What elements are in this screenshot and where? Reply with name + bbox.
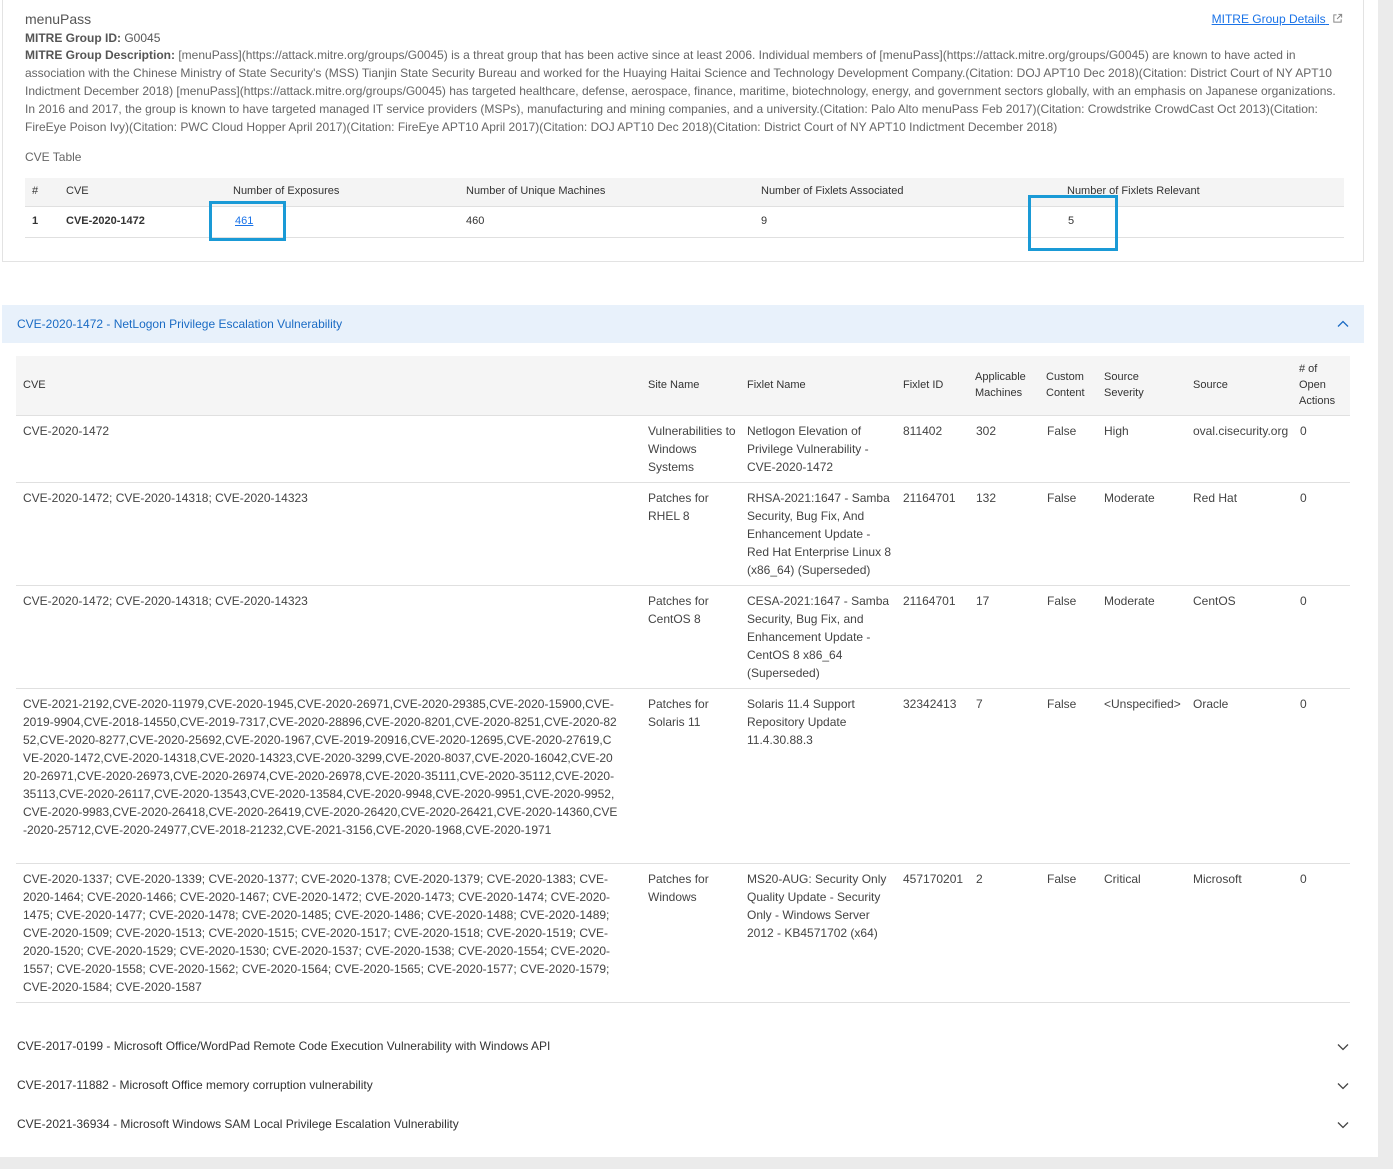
row-source: oval.cisecurity.org <box>1193 424 1289 438</box>
row-custom: False <box>1047 872 1077 886</box>
group-name: menuPass <box>25 11 92 27</box>
col-custom-content: Custom Content <box>1046 371 1085 399</box>
row-fixlets-relevant: 5 <box>1068 215 1075 227</box>
col-cve: CVE <box>66 185 89 197</box>
row-custom: False <box>1047 424 1077 438</box>
row-number: 1 <box>32 215 39 227</box>
table-row <box>16 689 1350 864</box>
row-source: Red Hat <box>1193 491 1238 505</box>
col-unique-machines: Number of Unique Machines <box>466 185 606 197</box>
row-applicable: 17 <box>976 594 990 608</box>
accordion-title: CVE-2017-11882 - Microsoft Office memory corruption vulnerability <box>17 1078 373 1092</box>
row-applicable: 302 <box>976 424 997 438</box>
row-applicable: 7 <box>976 697 983 711</box>
col-fixlets-relevant: Number of Fixlets Relevant <box>1067 185 1200 197</box>
group-card <box>2 0 1364 262</box>
row-open-actions: 0 <box>1300 594 1307 608</box>
chevron-down-icon[interactable] <box>1336 1118 1350 1132</box>
group-description-label: MITRE Group Description: <box>25 48 175 62</box>
accordion-title: CVE-2017-0199 - Microsoft Office/WordPad Remote Code Execution Vulnerability with Windows API <box>17 1039 551 1053</box>
row-cve: CVE-2020-1472 <box>23 424 110 438</box>
fixlet-table-header <box>16 356 1350 416</box>
mitre-group-details-label: MITRE Group Details <box>1211 12 1326 26</box>
accordion-title: CVE-2020-1472 - NetLogon Privilege Escalation Vulnerability <box>17 317 343 331</box>
group-description-text: [menuPass](https://attack.mitre.org/groups/G0045) is a threat group that has been active since at least 2006. Individual members of [menuPass](https://attack.mitre.org/groups/G0045) are known to have acted in association with the Chinese Ministry of State Security's (MSS) Tianjin State Security Bureau and worked for the Huaying Haitai Science and Technology Development Company.(Citation: DOJ APT10 Dec 2018)(Citation: District Court of NY APT10 Indictment December 2018) [menuPass](https://attack.mitre.org/groups/G0045) has targeted healthcare, defense, aerospace, finance, maritime, biotechnology, energy, and government sectors globally, with an emphasis on Japanese organizations. In 2016 and 2017, the group is known to have targeted managed IT service providers (MSPs), manufacturing and mining companies, and a university.(Citation: Palo Alto menuPass Feb 2017)(Citation: Crowdstrike CrowdCast Oct 2013)(Citation: FireEye Poison Ivy)(Citation: PWC Cloud Hopper April 2017)(Citation: FireEye APT10 April 2017)(Citation: DOJ APT10 Dec 2018)(Citation: District Court of NY APT10 Indictment December 2018) <box>25 48 1336 134</box>
cve-table-label: CVE Table <box>25 150 82 164</box>
col-applicable-machines: Applicable Machines <box>975 371 1026 399</box>
accordion-cve-2017-11882[interactable] <box>2 1067 1364 1103</box>
row-fixlet-name: CESA-2021:1647 - Samba Security, Bug Fix, and Enhancement Update - CentOS 8 x86_64 (Superseded) <box>747 594 890 680</box>
row-fixlet-id: 32342413 <box>903 697 957 711</box>
row-severity: Moderate <box>1104 594 1155 608</box>
row-fixlet-id: 811402 <box>903 424 943 438</box>
col-fixlet-id: Fixlet ID <box>903 379 944 391</box>
row-open-actions: 0 <box>1300 491 1307 505</box>
row-severity: <Unspecified> <box>1104 697 1181 711</box>
table-row <box>16 483 1350 586</box>
row-fixlet-id: 21164701 <box>903 491 956 505</box>
row-fixlet-id: 457170201 <box>903 872 964 886</box>
group-id <box>25 31 160 45</box>
row-source: CentOS <box>1193 594 1236 608</box>
table-row <box>16 416 1350 483</box>
mitre-group-details-link[interactable] <box>1212 12 1343 26</box>
row-applicable: 132 <box>976 491 997 505</box>
row-applicable: 2 <box>976 872 983 886</box>
col-number: # <box>32 185 39 197</box>
row-fixlet-id: 21164701 <box>903 594 956 608</box>
table-row <box>25 207 1344 238</box>
col-fixlets-associated: Number of Fixlets Associated <box>761 185 904 197</box>
row-severity: Critical <box>1104 872 1141 886</box>
row-unique-machines: 460 <box>466 215 485 227</box>
row-cve: CVE-2020-1472; CVE-2020-14318; CVE-2020-14323 <box>23 594 308 608</box>
row-site: Patches for Solaris 11 <box>648 697 709 729</box>
row-cve: CVE-2020-1337; CVE-2020-1339; CVE-2020-1377; CVE-2020-1378; CVE-2020-1379; CVE-2020-1383; CVE-2020-1464; CVE-2020-1466; CVE-2020-1467; CVE-2020-1472; CVE-2020-1473; CVE-2020-1474; CVE-2020-1475; CVE-2020-1477; CVE-2020-1478; CVE-2020-1485; CVE-2020-1486; CVE-2020-1488; CVE-2020-1489; CVE-2020-1509; CVE-2020-1513; CVE-2020-1515; CVE-2020-1517; CVE-2020-1518; CVE-2020-1519; CVE-2020-1520; CVE-2020-1529; CVE-2020-1530; CVE-2020-1537; CVE-2020-1538; CVE-2020-1554; CVE-2020-1557; CVE-2020-1558; CVE-2020-1562; CVE-2020-1564; CVE-2020-1565; CVE-2020-1577; CVE-2020-1579; CVE-2020-1584; CVE-2020-1587 <box>23 872 611 994</box>
row-source: Oracle <box>1193 697 1229 711</box>
row-site: Patches for Windows <box>648 872 709 904</box>
row-severity: High <box>1104 424 1129 438</box>
row-site: Patches for CentOS 8 <box>648 594 709 626</box>
row-open-actions: 0 <box>1300 697 1307 711</box>
group-description <box>25 46 1343 136</box>
page-bottom-gutter <box>0 1157 1393 1169</box>
accordion-cve-2021-36934[interactable] <box>2 1106 1364 1142</box>
row-open-actions: 0 <box>1300 872 1307 886</box>
row-cve: CVE-2021-2192,CVE-2020-11979,CVE-2020-1945,CVE-2020-26971,CVE-2020-29385,CVE-2020-15900,CVE-2019-9904,CVE-2018-14550,CVE-2019-7317,CVE-2020-28896,CVE-2020-8201,CVE-2020-8251,CVE-2020-8252,CVE-2020-8277,CVE-2020-25692,CVE-2020-1967,CVE-2019-20916,CVE-2020-12695,CVE-2020-27619,CVE-2020-1472,CVE-2020-14318,CVE-2020-14323,CVE-2020-3299,CVE-2020-8037,CVE-2020-16042,CVE-2020-26971,CVE-2020-26973,CVE-2020-26974,CVE-2020-26978,CVE-2020-35111,CVE-2020-35112,CVE-2020-35113,CVE-2020-26117,CVE-2020-13543,CVE-2020-13584,CVE-2020-9948,CVE-2020-9951,CVE-2020-9952,CVE-2020-9983,CVE-2020-26418,CVE-2020-26419,CVE-2020-26420,CVE-2020-26421,CVE-2020-14360,CVE-2020-25712,CVE-2020-24977,CVE-2018-21232,CVE-2021-3156,CVE-2020-1968,CVE-2020-1971 <box>23 697 618 837</box>
external-link-icon <box>1332 13 1343 24</box>
col-source-severity: Source Severity <box>1104 371 1144 399</box>
row-fixlet-name: RHSA-2021:1647 - Samba Security, Bug Fix, And Enhancement Update - Red Hat Enterprise Linux 8 (x86_64) (Superseded) <box>747 491 892 577</box>
col-site-name: Site Name <box>648 379 700 391</box>
row-fixlet-name: Netlogon Elevation of Privilege Vulnerability - CVE-2020-1472 <box>747 424 869 474</box>
cve-summary-header <box>25 178 1344 207</box>
table-row <box>16 586 1350 689</box>
row-severity: Moderate <box>1104 491 1155 505</box>
group-id-label: MITRE Group ID: <box>25 31 121 45</box>
exposures-link[interactable]: 461 <box>235 215 254 227</box>
accordion-cve-2017-0199[interactable] <box>2 1028 1364 1064</box>
col-open-actions: # of Open Actions <box>1299 363 1336 407</box>
row-fixlets-associated: 9 <box>761 215 768 227</box>
col-cve: CVE <box>23 379 46 391</box>
chevron-down-icon[interactable] <box>1336 1079 1350 1093</box>
col-exposures: Number of Exposures <box>233 185 340 197</box>
row-fixlet-name: MS20-AUG: Security Only Quality Update - Security Only - Windows Server 2012 - KB4571702 (x64) <box>747 872 887 940</box>
group-id-value: G0045 <box>124 31 161 45</box>
page-right-gutter <box>1378 0 1393 1169</box>
row-fixlet-name: Solaris 11.4 Support Repository Update 11.4.30.88.3 <box>747 697 855 747</box>
accordion-title: CVE-2021-36934 - Microsoft Windows SAM Local Privilege Escalation Vulnerability <box>17 1117 459 1131</box>
row-custom: False <box>1047 697 1077 711</box>
row-custom: False <box>1047 594 1077 608</box>
row-source: Microsoft <box>1193 872 1242 886</box>
table-row <box>16 864 1350 1003</box>
row-custom: False <box>1047 491 1077 505</box>
chevron-down-icon[interactable] <box>1336 1040 1350 1054</box>
row-cve: CVE-2020-1472 <box>66 215 145 227</box>
row-cve: CVE-2020-1472; CVE-2020-14318; CVE-2020-14323 <box>23 491 308 505</box>
row-open-actions: 0 <box>1300 424 1307 438</box>
row-site: Vulnerabilities to Windows Systems <box>648 424 736 474</box>
row-site: Patches for RHEL 8 <box>648 491 709 523</box>
col-source: Source <box>1193 379 1228 391</box>
col-fixlet-name: Fixlet Name <box>747 379 806 391</box>
chevron-up-icon[interactable] <box>1336 317 1350 331</box>
accordion-cve-2020-1472[interactable] <box>2 305 1364 343</box>
